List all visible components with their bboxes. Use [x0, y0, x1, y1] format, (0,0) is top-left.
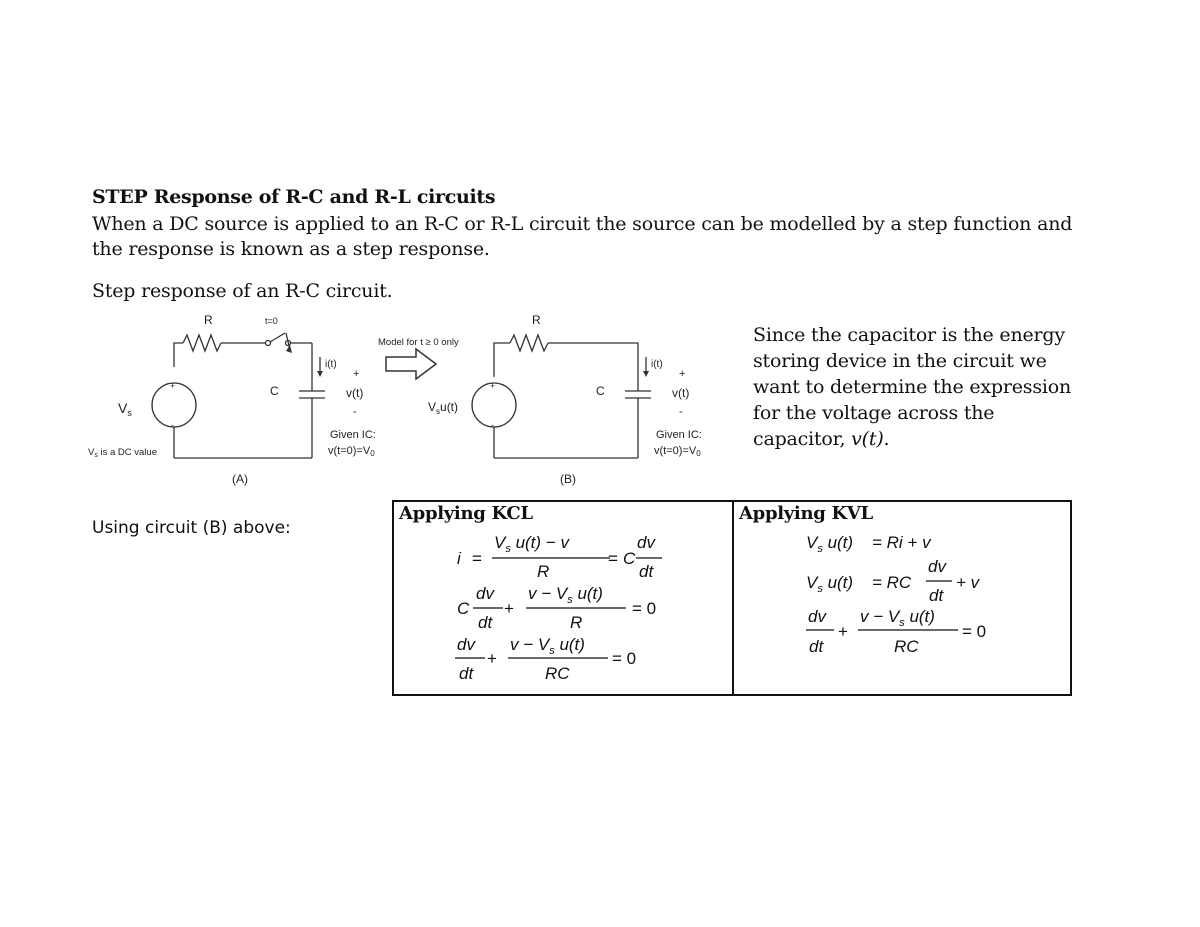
kcl-eq1-eq2: =	[608, 549, 618, 568]
source-a-label: $V_s$	[118, 400, 132, 418]
source-b-minus: -	[491, 420, 494, 430]
kcl-eq3-num: $v - V_s$ u(t)	[510, 635, 585, 657]
kcl-eq1-eq: =	[472, 549, 482, 568]
kcl-eq2-dnum: dv	[476, 584, 494, 603]
kcl-equations	[440, 524, 720, 690]
kcl-eq3-dnum: dv	[457, 635, 475, 654]
capacitor-b-label: C	[596, 384, 605, 398]
kcl-eq3-dden: dt	[459, 664, 474, 683]
kvl-eq2-mid: = RC	[872, 573, 912, 592]
kcl-eq2-coef: C	[457, 599, 470, 618]
source-b-plus: +	[490, 381, 496, 391]
resistor-a-label: R	[204, 313, 213, 327]
kcl-eq1-num: $V_s$ u(t) − v	[494, 533, 569, 555]
kvl-eq2-dnum: dv	[928, 557, 946, 576]
ic-b-value: v(t=0)=V0	[654, 445, 701, 458]
minus-a-label: -	[353, 406, 357, 418]
kcl-eq3-rhs: = 0	[612, 649, 637, 668]
plus-a-label: +	[353, 368, 360, 380]
kvl-eq3-plus: +	[838, 622, 848, 641]
kvl-eq3-den: RC	[894, 637, 919, 656]
kcl-heading: Applying KCL	[399, 503, 533, 524]
ic-a-label: Given IC:	[330, 429, 376, 441]
kvl-eq2-end: + v	[956, 573, 980, 592]
kcl-eq2-den: R	[570, 613, 583, 632]
circuit-diagrams	[80, 305, 740, 495]
source-a-plus: +	[170, 381, 176, 391]
capacitor-a-label: C	[270, 384, 279, 398]
kvl-eq2-dden: dt	[929, 586, 944, 605]
kvl-eq3-rhs: = 0	[962, 622, 987, 641]
voltage-a-label: v(t)	[346, 386, 364, 400]
using-circuit-label: Using circuit (B) above:	[92, 518, 291, 538]
page-title: STEP Response of R-C and R-L circuits	[92, 186, 496, 208]
ic-a-value: v(t=0)=V0	[328, 445, 375, 458]
kvl-eq3-num: $v - V_s$ u(t)	[860, 607, 935, 629]
kvl-eq3-dden: dt	[809, 637, 824, 656]
table-divider	[732, 500, 734, 696]
model-label: Model for t ≥ 0 only	[378, 337, 459, 348]
kcl-eq3-den: RC	[545, 664, 570, 683]
minus-b-label: -	[679, 406, 683, 418]
kcl-eq2-num: $v - V_s$ u(t)	[528, 584, 603, 606]
explanation-end: .	[883, 428, 890, 450]
kvl-eq3-dnum: dv	[808, 607, 826, 626]
kcl-eq3-plus: +	[487, 649, 497, 668]
kvl-eq1-rhs: = Ri + v	[872, 533, 931, 552]
dc-value-note: $V_s$ is a DC value	[88, 447, 157, 459]
capacitor-explanation	[753, 322, 1083, 452]
switch-label: t=0	[265, 316, 278, 326]
caption-b: (B)	[560, 472, 576, 486]
plus-b-label: +	[679, 368, 686, 380]
kcl-eq1-den: R	[537, 562, 550, 581]
kcl-eq1-dden: dt	[639, 562, 654, 581]
kcl-eq1-coef: C	[623, 549, 636, 568]
current-a-label: i(t)	[325, 359, 337, 370]
source-b-label: $V_su(t)$	[428, 400, 459, 416]
kcl-eq1-lhs: i	[457, 549, 461, 568]
intro-paragraph: When a DC source is applied to an R-C or R-L circuit the source can be modelled by a step function and the response is known as a step response.	[92, 213, 1073, 260]
kcl-eq2-plus: +	[504, 599, 514, 618]
kvl-eq2-lhs: $V_s$ u(t)	[806, 573, 854, 595]
kcl-eq2-dden: dt	[478, 613, 493, 632]
step-response-label: Step response of an R-C circuit.	[92, 280, 393, 302]
resistor-b-label: R	[532, 313, 541, 327]
ic-b-label: Given IC:	[656, 429, 702, 441]
current-b-label: i(t)	[651, 359, 663, 370]
kvl-eq1-lhs: $V_s$ u(t)	[806, 533, 854, 555]
source-a-minus: -	[171, 420, 174, 430]
kcl-eq1-dnum: dv	[637, 533, 655, 552]
kvl-equations	[800, 524, 1060, 664]
caption-a: (A)	[232, 472, 248, 486]
explanation-text: Since the capacitor is the energy storing device in the circuit we want to determine the expression for the voltage across the capacitor,	[753, 324, 1072, 450]
explanation-math: v(t)	[851, 428, 884, 450]
kcl-eq2-rhs: = 0	[632, 599, 657, 618]
voltage-b-label: v(t)	[672, 386, 690, 400]
kvl-heading: Applying KVL	[739, 503, 873, 524]
